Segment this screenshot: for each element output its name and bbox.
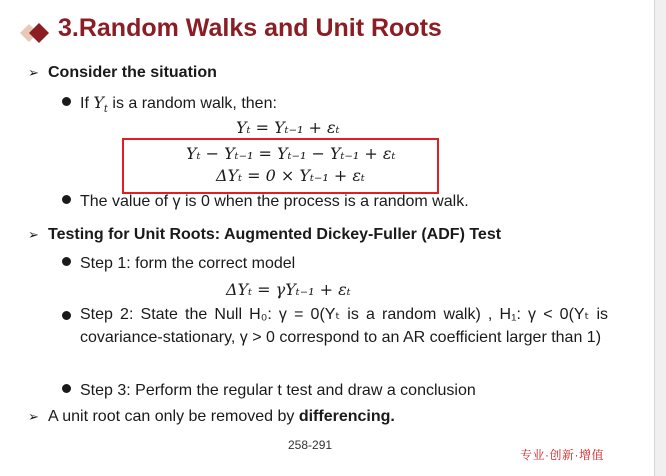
footer-tagline: 专业·创新·增值 [520,448,604,462]
page-number: 258-291 [288,438,333,452]
section-consider [28,64,217,82]
bullet-step-3 [62,382,476,400]
bullet-dot-icon [62,257,71,266]
section-adf-test [28,226,501,244]
bullet-dot-icon [62,195,71,204]
page-title: 3.Random Walks and Unit Roots [58,14,442,42]
bullet-step-2: Step 2: State the Null H₀: γ = 0(Yₜ is a random walk) , H₁: γ < 0(Yₜ is covariance-stationary, γ > 0 correspond to an AR coefficient larger than 1) [80,306,608,346]
arrow-bullet-icon: ➢ [28,65,39,80]
math-var: Y [93,93,104,112]
bullet-text: Step 3: Perform the regular t test and draw a conclusion [80,382,476,399]
diamond-logo-icon [12,18,56,48]
bullet-step-1 [62,255,295,273]
bullet-random-walk [62,93,277,115]
section-heading: Testing for Unit Roots: Augmented Dickey-Fuller (ADF) Test [48,226,502,243]
section-text-bold: differencing. [298,408,395,425]
equation-1: Yₜ = Yₜ₋₁ + εₜ [236,118,340,137]
bullet-text: is a random walk, then: [107,95,277,112]
bullet-step-2-dot [62,306,80,329]
arrow-bullet-icon: ➢ [28,409,39,424]
bullet-text: If [80,95,94,112]
arrow-bullet-icon: ➢ [28,227,39,242]
title-row [12,12,632,52]
section-unit-root [28,408,395,426]
bullet-gamma-value [62,193,469,211]
bullet-text: The value of γ is 0 when the process is a random walk. [80,193,469,210]
math-sub: t [103,104,108,116]
bullet-dot-icon [62,384,71,393]
bullet-dot-icon [62,97,71,106]
equation-4: ΔYₜ = γYₜ₋₁ + εₜ [226,280,351,299]
equation-2: Yₜ − Yₜ₋₁ = Yₜ₋₁ − Yₜ₋₁ + εₜ [186,144,396,163]
bullet-dot-icon [62,311,71,320]
section-heading: Consider the situation [48,64,217,81]
vertical-scrollbar[interactable] [654,0,666,476]
section-text: A unit root can only be removed by [48,408,299,425]
equation-3: ΔYₜ = 0 × Yₜ₋₁ + εₜ [216,166,365,185]
bullet-text: Step 1: form the correct model [80,255,296,272]
